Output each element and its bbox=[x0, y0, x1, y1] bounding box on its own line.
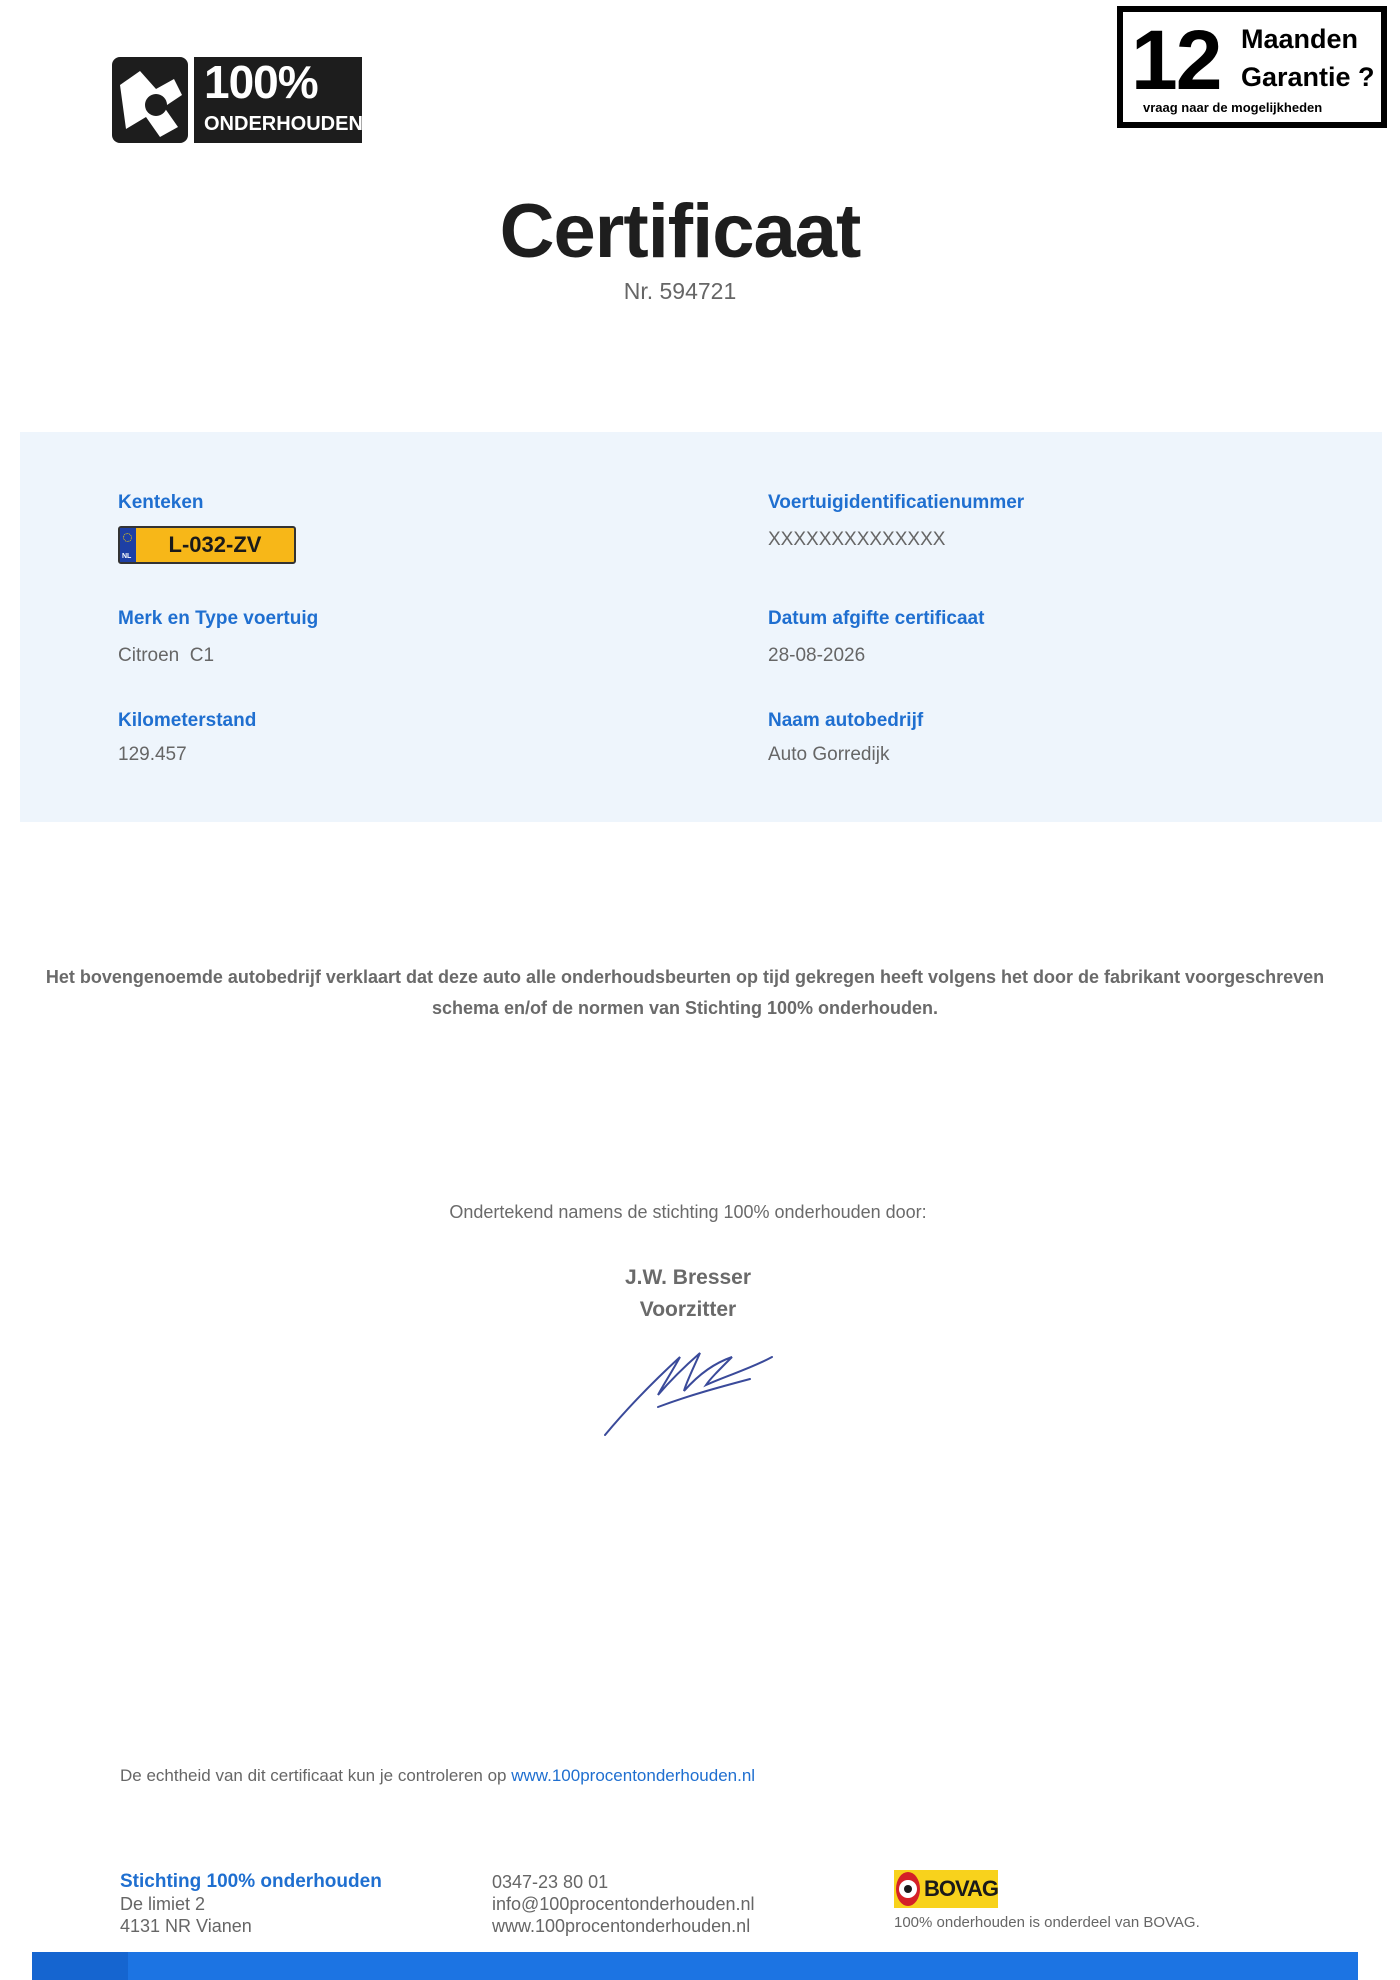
garantie-line3: vraag naar de mogelijkheden bbox=[1143, 100, 1323, 115]
field-datum bbox=[768, 608, 984, 667]
handwritten-signature bbox=[600, 1335, 775, 1440]
datum-label: Datum afgifte certificaat bbox=[768, 608, 985, 629]
km-label: Kilometerstand bbox=[118, 710, 257, 731]
bovag-emblem-icon bbox=[896, 1872, 920, 1906]
signer-role: Voorzitter bbox=[639, 1298, 737, 1321]
field-merk bbox=[118, 608, 318, 667]
kenteken-value: L-032-ZV bbox=[168, 532, 262, 557]
statement-text: Het bovengenoemde autobedrijf verklaart dat deze auto alle onderhoudsbeurten op tijd gekregen heeft volgens het door de fabrikant voorgeschreven schema en/of de normen van Stichting 100% onderhouden. bbox=[45, 967, 1325, 1018]
km-value: 129.457 bbox=[118, 744, 187, 765]
merk-label: Merk en Type voertuig bbox=[118, 608, 319, 629]
vin-label: Voertuigidentificatienummer bbox=[768, 492, 1025, 513]
verify-link[interactable]: www.100procentonderhouden.nl bbox=[511, 1766, 756, 1785]
footer-contact bbox=[492, 1871, 754, 1937]
plate-country: NL bbox=[122, 553, 132, 560]
vin-value: XXXXXXXXXXXXXX bbox=[768, 529, 946, 550]
signed-intro: Ondertekend namens de stichting 100% onderhouden door: bbox=[449, 1202, 927, 1222]
bottom-bar-accent bbox=[32, 1952, 128, 1980]
datum-value: 28-08-2026 bbox=[768, 645, 866, 666]
verify-intro: De echtheid van dit certificaat kun je controleren op bbox=[120, 1766, 512, 1785]
field-autobedrijf bbox=[768, 710, 923, 766]
garantie-number: 12 bbox=[1131, 13, 1221, 107]
bovag-block bbox=[894, 1870, 1200, 1931]
footer-org-name: Stichting 100% onderhouden bbox=[120, 1871, 382, 1892]
signer-name: J.W. Bresser bbox=[624, 1266, 752, 1289]
footer-address2: 4131 NR Vianen bbox=[120, 1916, 252, 1936]
logo-word: ONDERHOUDEN bbox=[204, 113, 363, 135]
logo-percent: 100% bbox=[204, 56, 318, 108]
bovag-logo bbox=[894, 1870, 1200, 1908]
garantie-badge bbox=[1117, 6, 1387, 128]
merk-value: Citroen C1 bbox=[118, 645, 215, 666]
kenteken-label: Kenteken bbox=[118, 492, 204, 513]
bovag-caption: 100% onderhouden is onderdeel van BOVAG. bbox=[894, 1914, 1200, 1931]
vehicle-info-panel bbox=[20, 432, 1382, 822]
bovag-word: BOVAG bbox=[923, 1876, 998, 1901]
footer-address1: De limiet 2 bbox=[120, 1894, 206, 1914]
license-plate bbox=[118, 526, 296, 564]
garantie-line1: Maanden bbox=[1241, 24, 1359, 54]
signer-block bbox=[0, 1262, 1376, 1326]
footer-website[interactable]: www.100procentonderhouden.nl bbox=[492, 1916, 751, 1936]
field-kilometerstand bbox=[118, 710, 256, 766]
page-title: Certificaat bbox=[499, 189, 861, 274]
footer-organization bbox=[120, 1871, 382, 1937]
footer-phone: 0347-23 80 01 bbox=[492, 1872, 609, 1892]
bedrijf-label: Naam autobedrijf bbox=[768, 710, 924, 731]
bottom-bar bbox=[32, 1952, 1358, 1980]
logo-100-onderhouden bbox=[112, 55, 362, 145]
footer-email[interactable]: info@100procentonderhouden.nl bbox=[492, 1894, 755, 1914]
certificate-number: Nr. 594721 bbox=[623, 278, 737, 304]
bedrijf-value: Auto Gorredijk bbox=[768, 744, 890, 765]
verify-text bbox=[120, 1766, 755, 1786]
field-vin bbox=[768, 492, 1024, 551]
field-kenteken bbox=[118, 492, 296, 564]
garantie-line2: Garantie ? bbox=[1241, 62, 1375, 92]
eu-flag-icon bbox=[120, 528, 136, 562]
